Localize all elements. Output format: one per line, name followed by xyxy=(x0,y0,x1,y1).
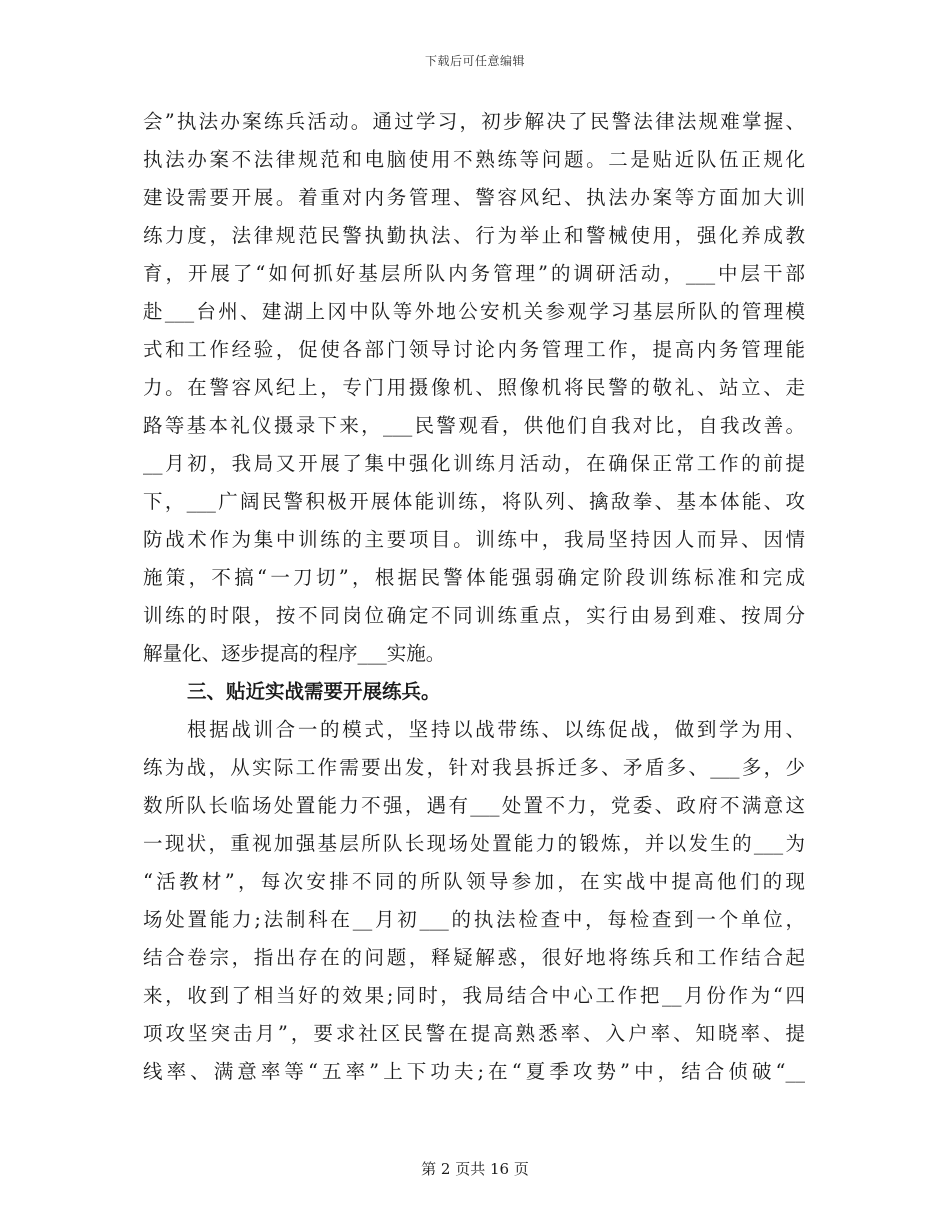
text-line: 赴___台州、建湖上冈中队等外地公安机关参观学习基层所队的管理模 xyxy=(143,300,805,323)
text-line: 练为战，从实际工作需要出发，针对我县拆迁多、矛盾多、___多，少 xyxy=(143,756,805,779)
body-text xyxy=(143,103,805,1091)
text-line: 路等基本礼仪摄录下来，___民警观看，供他们自我对比，自我改善。 xyxy=(143,414,805,437)
text-line: 训练的时限，按不同岗位确定不同训练重点，实行由易到难、按周分 xyxy=(143,604,805,627)
text-line: 线率、满意率等“五率”上下功夫;在“夏季攻势”中，结合侦破“__ xyxy=(143,1060,805,1083)
text-line: 根据战训合一的模式，坚持以战带练、以练促战，做到学为用、 xyxy=(187,718,805,741)
text-line: 力。在警容风纪上，专门用摄像机、照像机将民警的敬礼、站立、走 xyxy=(143,376,805,399)
text-line: 结合卷宗，指出存在的问题，释疑解惑，很好地将练兵和工作结合起 xyxy=(143,946,805,969)
page-header: 下载后可任意编辑 xyxy=(424,54,525,68)
text-line: 一现状，重视加强基层所队长现场处置能力的锻炼，并以发生的___为 xyxy=(143,832,805,855)
text-line: 执法办案不法律规范和电脑使用不熟练等问题。二是贴近队伍正规化 xyxy=(143,148,805,171)
text-line: 式和工作经验，促使各部门领导讨论内务管理工作，提高内务管理能 xyxy=(143,338,805,361)
text-line: 数所队长临场处置能力不强，遇有___处置不力，党委、政府不满意这 xyxy=(143,794,805,817)
text-line: 会”执法办案练兵活动。通过学习，初步解决了民警法律法规难掌握、 xyxy=(143,110,805,133)
text-line: 场处置能力;法制科在__月初___的执法检查中，每检查到一个单位， xyxy=(143,908,805,931)
text-line: “活教材”，每次安排不同的所队领导参加，在实战中提高他们的现 xyxy=(143,870,805,893)
text-line: 施策，不搞“一刀切”，根据民警体能强弱确定阶段训练标准和完成 xyxy=(143,566,805,589)
text-line: 解量化、逐步提高的程序___实施。 xyxy=(143,642,446,665)
text-line: 来，收到了相当好的效果;同时，我局结合中心工作把__月份作为“四 xyxy=(143,984,805,1007)
page-footer: 第 2 页共 16 页 xyxy=(421,1160,529,1178)
text-line: 下，___广阔民警积极开展体能训练，将队列、擒敌拳、基本体能、攻 xyxy=(143,490,805,513)
text-line: 防战术作为集中训练的主要项目。训练中，我局坚持因人而异、因情 xyxy=(143,528,805,551)
text-line: __月初，我局又开展了集中强化训练月活动，在确保正常工作的前提 xyxy=(143,452,805,475)
text-line: 建设需要开展。着重对内务管理、警容风纪、执法办案等方面加大训 xyxy=(143,186,805,209)
text-line: 项攻坚突击月”，要求社区民警在提高熟悉率、入户率、知晓率、提 xyxy=(143,1022,805,1045)
section-heading: 三、贴近实战需要开展练兵。 xyxy=(187,680,441,703)
text-line: 育，开展了“如何抓好基层所队内务管理”的调研活动，___中层干部 xyxy=(143,262,805,285)
text-line: 练力度，法律规范民警执勤执法、行为举止和警械使用，强化养成教 xyxy=(143,224,805,247)
